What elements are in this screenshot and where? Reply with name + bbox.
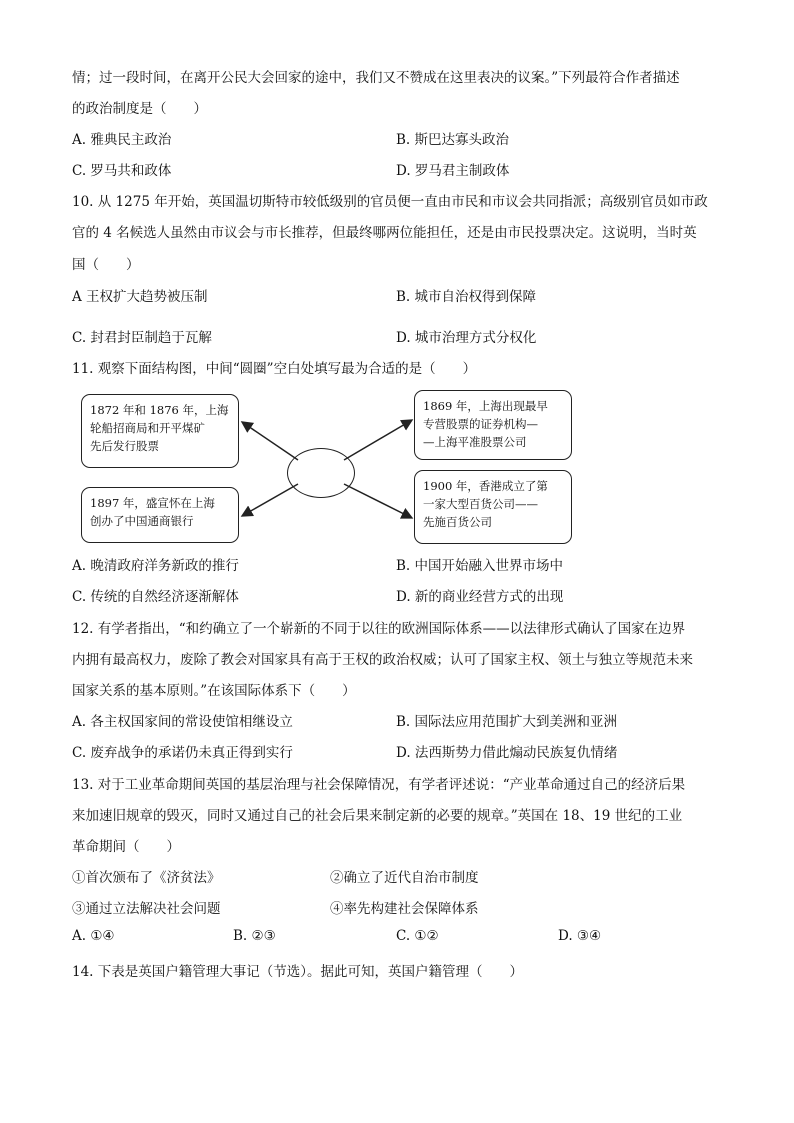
q13-stem-line-1: 13. 对于工业革命期间英国的基层治理与社会保障情况，有学者评述说：“产业革命通过自己的经济后果	[72, 777, 686, 793]
q9-stem-line-1: 情；过一段时间，在离开公民大会回家的途中，我们又不赞成在这里表决的议案。”下列最符合作者描述	[72, 70, 680, 86]
q9-stem-line-2: 的政治制度是（ ）	[72, 101, 207, 117]
q13-stem-line-3: 革命期间（ ）	[72, 839, 180, 855]
q13-statement-4: ④率先构建社会保障体系	[330, 901, 479, 917]
q13-stem-line-2: 来加速旧规章的毁灭，同时又通过自己的社会后果来制定新的必要的规章。”英国在 18、19 世纪的工业	[72, 808, 683, 824]
diagram-box-bottom-left: 1897 年，盛宣怀在上海 创办了中国通商银行	[81, 487, 239, 543]
q13-statement-1: ①首次颁布了《济贫法》	[72, 870, 221, 886]
q11-option-b[interactable]: B. 中国开始融入世界市场中	[396, 558, 564, 574]
q11-stem: 11. 观察下面结构图，中间“圆圈”空白处填写最为合适的是（ ）	[72, 361, 477, 377]
arrow-to-top-left	[242, 422, 298, 460]
q12-option-a[interactable]: A. 各主权国家间的常设使馆相继设立	[72, 714, 293, 730]
diagram-box-top-left: 1872 年和 1876 年，上海 轮船招商局和开平煤矿 先后发行股票	[81, 394, 239, 468]
q13-option-c[interactable]: C. ①②	[396, 928, 439, 944]
q10-stem-line-2: 官的 4 名候选人虽然由市议会与市长推荐，但最终哪两位能担任，还是由市民投票决定。这说明，当时英	[72, 225, 697, 241]
arrow-to-bottom-left	[242, 484, 298, 516]
q13-option-d[interactable]: D. ③④	[558, 928, 602, 944]
q13-option-b[interactable]: B. ②③	[233, 928, 276, 944]
arrow-to-bottom-right	[344, 484, 412, 518]
q12-option-b[interactable]: B. 国际法应用范围扩大到美洲和亚洲	[396, 714, 618, 730]
diagram-center-blank-circle	[287, 448, 355, 498]
q10-stem-line-1: 10. 从 1275 年开始，英国温切斯特市较低级别的官员便一直由市民和市议会共同指派；高级别官员如市政	[72, 194, 708, 210]
structure-diagram	[72, 384, 592, 554]
q9-option-b[interactable]: B. 斯巴达寡头政治	[396, 132, 510, 148]
q12-option-d[interactable]: D. 法西斯势力借此煽动民族复仇情绪	[396, 745, 618, 761]
q12-stem-line-2: 内拥有最高权力，废除了教会对国家具有高于王权的政治权威；认可了国家主权、领土与独立等规范未来	[72, 652, 693, 668]
q12-stem-line-1: 12. 有学者指出，“和约确立了一个崭新的不同于以往的欧洲国际体系——以法律形式确认了国家在边界	[72, 621, 686, 637]
q12-stem-line-3: 国家关系的基本原则。”在该国际体系下（ ）	[72, 683, 356, 699]
q13-statement-2: ②确立了近代自治市制度	[330, 870, 479, 886]
q9-option-a[interactable]: A. 雅典民主政治	[72, 132, 172, 148]
q10-option-d[interactable]: D. 城市治理方式分权化	[396, 330, 537, 346]
q9-option-d[interactable]: D. 罗马君主制政体	[396, 163, 510, 179]
q11-option-d[interactable]: D. 新的商业经营方式的出现	[396, 589, 564, 605]
q13-option-a[interactable]: A. ①④	[72, 928, 115, 944]
q13-statement-3: ③通过立法解决社会问题	[72, 901, 221, 917]
q10-option-c[interactable]: C. 封君封臣制趋于瓦解	[72, 330, 212, 346]
diagram-box-top-right: 1869 年，上海出现最早 专营股票的证券机构— —上海平准股票公司	[414, 390, 572, 460]
q14-stem: 14. 下表是英国户籍管理大事记（节选）。据此可知，英国户籍管理（ ）	[72, 964, 524, 980]
q12-option-c[interactable]: C. 废弃战争的承诺仍未真正得到实行	[72, 745, 293, 761]
q10-option-b[interactable]: B. 城市自治权得到保障	[396, 289, 537, 305]
q10-option-a[interactable]: A 王权扩大趋势被压制	[72, 289, 208, 305]
arrow-to-top-right	[344, 420, 412, 460]
q10-stem-line-3: 国（ ）	[72, 257, 140, 273]
diagram-box-bottom-right: 1900 年，香港成立了第 一家大型百货公司—— 先施百货公司	[414, 470, 572, 544]
q11-option-a[interactable]: A. 晚清政府洋务新政的推行	[72, 558, 239, 574]
q9-option-c[interactable]: C. 罗马共和政体	[72, 163, 172, 179]
q11-option-c[interactable]: C. 传统的自然经济逐渐解体	[72, 589, 239, 605]
